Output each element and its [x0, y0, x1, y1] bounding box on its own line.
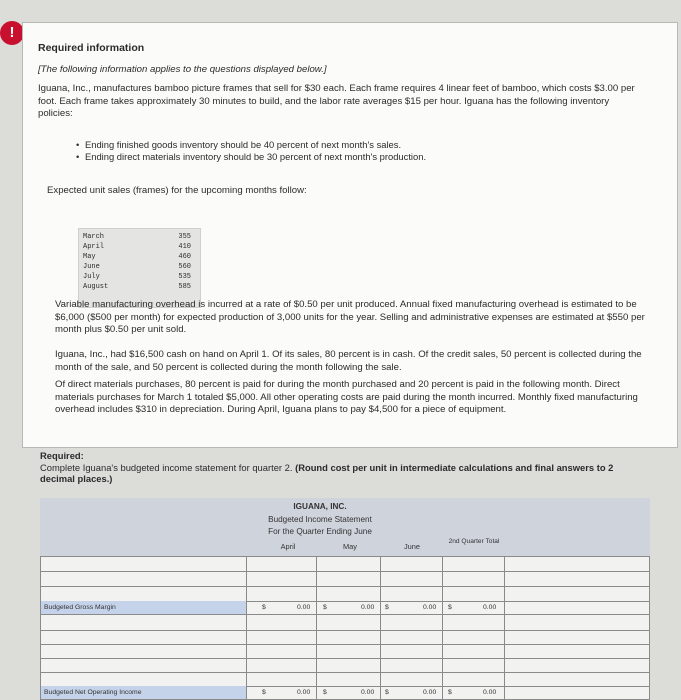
col-quarter-total: 2nd Quarter Total — [448, 538, 500, 545]
gross-margin-april[interactable]: 0.00 — [297, 604, 311, 611]
company-name: IGUANA, INC. — [293, 502, 347, 511]
unit-sales-table — [78, 228, 201, 308]
gross-margin-total[interactable]: 0.00 — [483, 604, 497, 611]
required-heading: Required: — [40, 450, 84, 461]
panel-heading: Required information — [38, 42, 145, 54]
sales-row: May 460 — [83, 253, 191, 261]
net-income-may[interactable]: 0.00 — [361, 689, 375, 696]
income-statement-table — [40, 498, 650, 700]
sales-row: July 535 — [83, 273, 191, 281]
row-label-net-operating-income: Budgeted Net Operating Income — [44, 689, 142, 696]
bullet-2: • Ending direct materials inventory should be 30 percent of next month's production. — [85, 151, 426, 163]
required-section — [40, 450, 630, 485]
paragraph-1: Iguana, Inc., manufactures bamboo picture frames that sell for $30 each. Each frame requires 4 linear feet of bamboo, which costs $3.00 per foot. Each frame takes approximately 30 minutes to build, and the labor rate averages $15 per hour. Iguana has the following inventory policies: — [38, 83, 635, 119]
paragraph-cash: Iguana, Inc., had $16,500 cash on hand on April 1. Of its sales, 80 percent is in cash. Of the credit sales, 50 percent is collected during the month of the sale, and 50 percent is collected during the month following the sale. — [55, 349, 642, 373]
row-label-gross-margin: Budgeted Gross Margin — [44, 604, 116, 611]
table-body: Budgeted Gross Margin $ 0.00 $ 0.00 $ 0.00 $ 0.00 Budgeted Net Operating Income $ 0.00 $ 0.00 $ 0.00 $ 0.00 — [40, 556, 650, 700]
panel-subheading: [The following information applies to the questions displayed below.] — [38, 64, 327, 75]
sales-row: April 410 — [83, 243, 191, 251]
sales-row: June 560 — [83, 263, 191, 271]
net-income-april[interactable]: 0.00 — [297, 689, 311, 696]
paragraph-materials: Of direct materials purchases, 80 percent is paid for during the month purchased and 20 percent is paid in the following month. Direct materials purchases for March 1 totaled $5,000. All other operating costs are paid during the month incurred. Monthly fixed manufacturing overhead includes $310 in depreciation. During April, Iguana plans to pay $4,500 for a piece of equipment. — [55, 379, 638, 415]
sales-intro: Expected unit sales (frames) for the upcoming months follow: — [47, 185, 307, 196]
col-june: June — [403, 542, 421, 551]
paragraph-overhead: Variable manufacturing overhead is incurred at a rate of $0.50 per unit produced. Annual fixed manufacturing overhead is estimated to be $6,000 ($500 per month) for expected production of 3,000 units for the year. Selling and administrative expenses are estimated at $550 per month plus $0.50 per unit sold. — [55, 299, 645, 335]
col-april: April — [280, 542, 296, 551]
gross-margin-june[interactable]: 0.00 — [423, 604, 437, 611]
table-header — [40, 498, 650, 556]
net-income-total[interactable]: 0.00 — [483, 689, 497, 696]
statement-title: Budgeted Income Statement — [268, 515, 372, 524]
sales-row: March 355 — [83, 233, 191, 241]
gross-margin-may[interactable]: 0.00 — [361, 604, 375, 611]
required-information-panel — [22, 22, 678, 448]
col-may: May — [343, 542, 357, 551]
required-instructions: Complete Iguana's budgeted income statement for quarter 2. (Round cost per unit in intermediate calculations and final answers to 2 decimal places.) — [40, 461, 614, 484]
bullet-1: • Ending finished goods inventory should be 40 percent of next month's sales. — [85, 139, 401, 151]
alert-icon: ! — [0, 21, 24, 45]
sales-row: August 585 — [83, 283, 191, 291]
statement-period: For the Quarter Ending June — [268, 527, 372, 536]
net-income-june[interactable]: 0.00 — [423, 689, 437, 696]
